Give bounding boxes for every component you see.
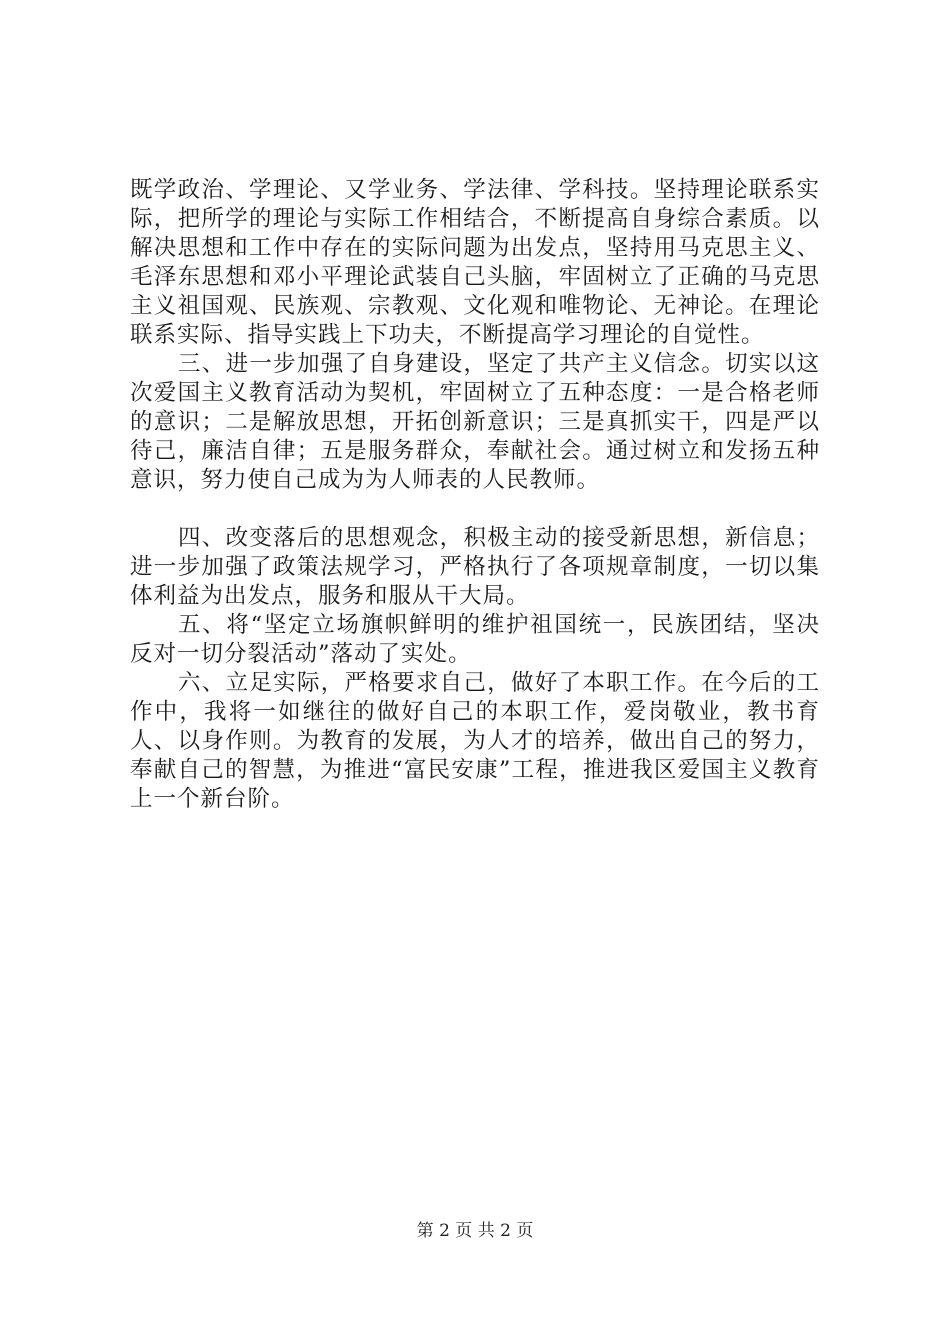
page-number-footer: 第 2 页 共 2 页	[416, 1221, 534, 1241]
document-body	[130, 176, 820, 814]
paragraph-section-4: 四、改变落后的思想观念，积极主动的接受新思想，新信息；进一步加强了政策法规学习，严格执行了各项规章制度，一切以集体利益为出发点，服务和服从干大局。	[130, 525, 820, 609]
paragraph-continued: 既学政治、学理论、又学业务、学法律、学科技。坚持理论联系实际，把所学的理论与实际工作相结合，不断提高自身综合素质。以解决思想和工作中存在的实际问题为出发点，坚持用马克思主义、毛泽东思想和邓小平理论武装自己头脑，牢固树立了正确的马克思主义祖国观、民族观、宗教观、文化观和唯物论、无神论。在理论联系实际、指导实践上下功夫，不断提高学习理论的自觉性。	[130, 177, 820, 348]
paragraph-section-6: 六、立足实际，严格要求自己，做好了本职工作。在今后的工作中，我将一如继往的做好自己的本职工作，爱岗敬业，教书育人、以身作则。为教育的发展，为人才的培养，做出自己的努力，奉献自己的智慧，为推进“富民安康”工程，推进我区爱国主义教育上一个新台阶。	[130, 670, 820, 812]
paragraph-section-5: 五、将“坚定立场旗帜鲜明的维护祖国统一，民族团结，坚决反对一切分裂活动”落动了实处。	[130, 612, 820, 667]
paragraph-section-3: 三、进一步加强了自身建设，坚定了共产主义信念。切实以这次爱国主义教育活动为契机，牢固树立了五种态度：一是合格老师的意识；二是解放思想，开拓创新意识；三是真抓实干，四是严以待己，廉洁自律；五是服务群众，奉献社会。通过树立和发扬五种意识，努力使自己成为为人师表的人民教师。	[130, 351, 820, 493]
